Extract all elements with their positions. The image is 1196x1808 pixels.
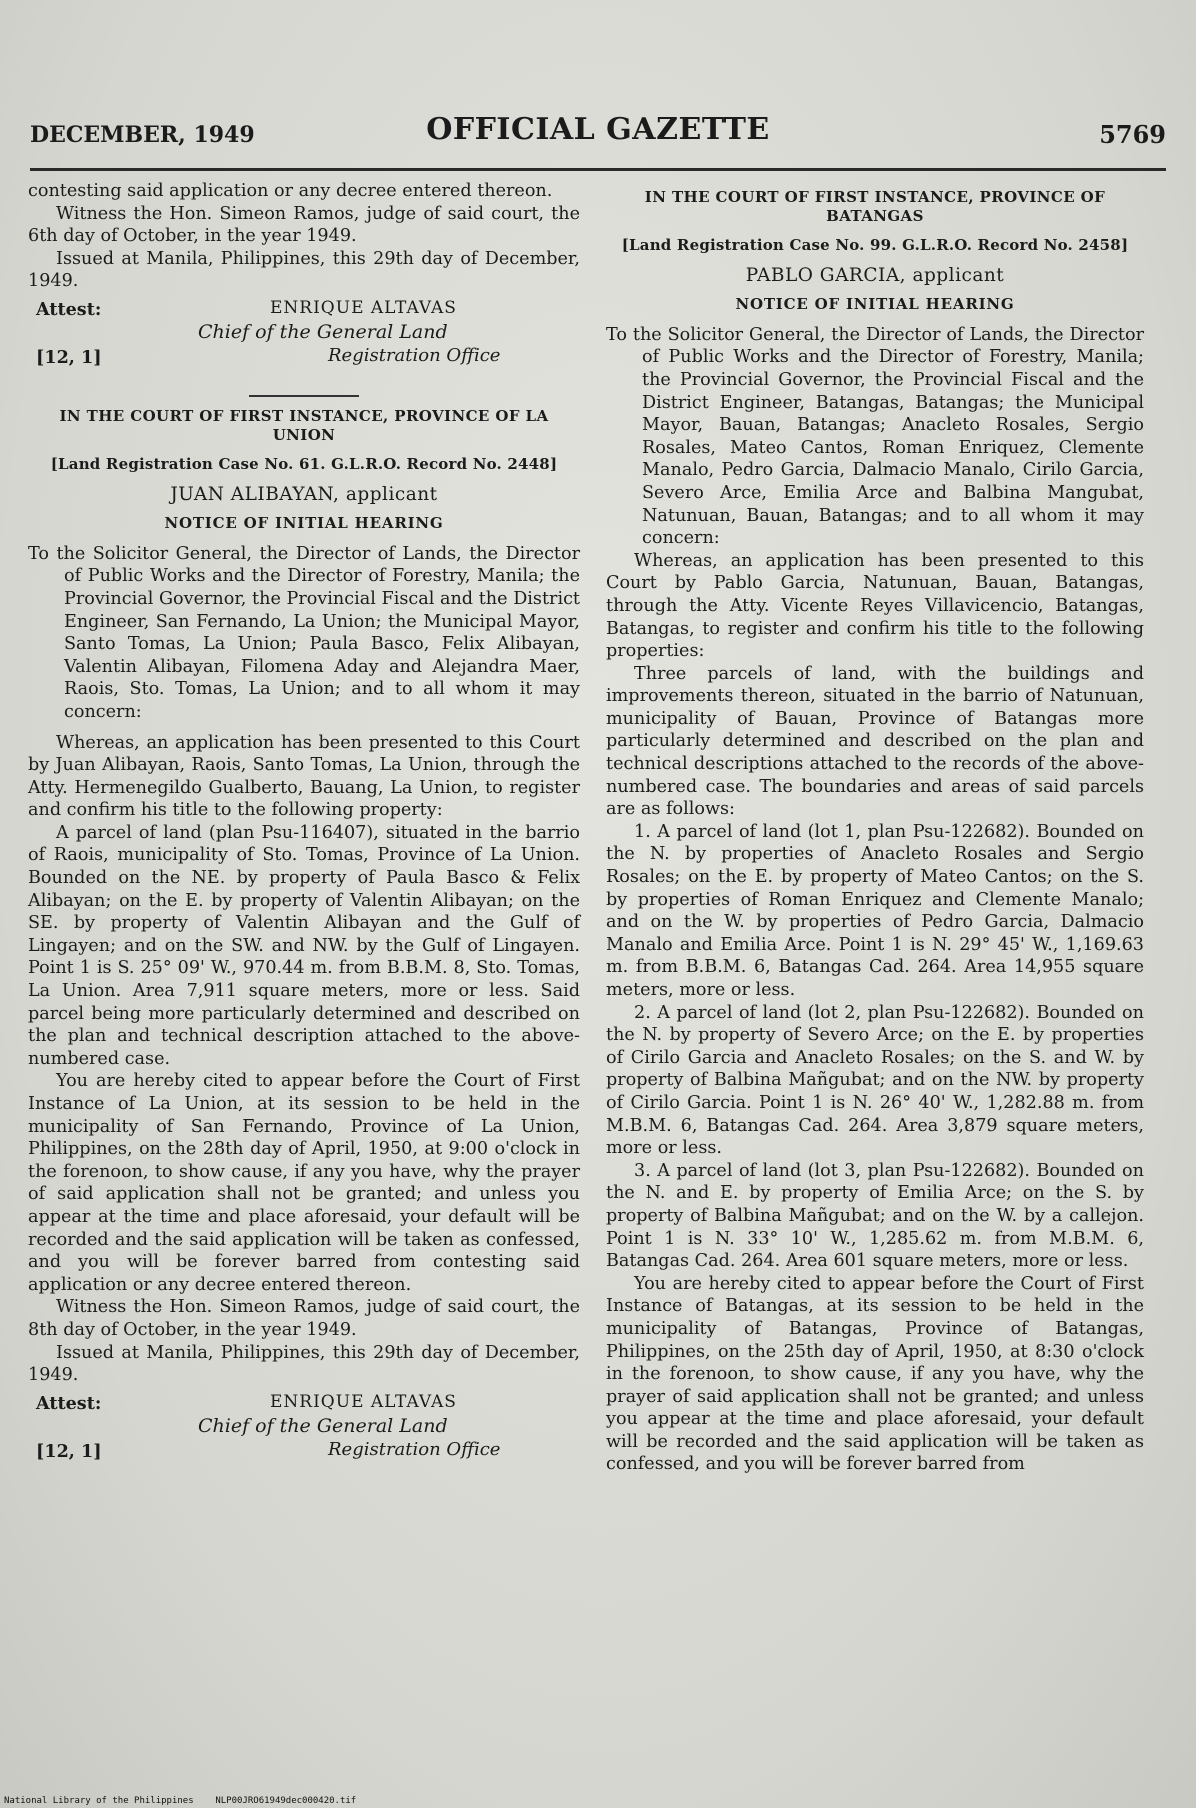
- parcel-paragraph: A parcel of land (plan Psu-116407), situated in the barrio of Raois, municipality of Sto. Tomas, Province of La Union. Bounded on the NE. by property of Paula Basco & Felix Alibayan; on the E. by property of Valentin Alibayan; on the SE. by property of Valentin Alibayan and the Gulf of Lingayen; and on the SW. and NW. by the Gulf of Lingayen. Point 1 is S. 25° 09' W., 970.44 m. from B.B.M. 8, Sto. Tomas, La Union. Area 7,911 square meters, more or less. Said parcel being more particularly determined and described on the plan and technical description attached to the above-numbered case.: [28, 822, 580, 1069]
- parcels-intro-paragraph: Three parcels of land, with the buildings and improvements thereon, situated in the barrio of Natunuan, municipality of Bauan, Province of Batangas more particularly determined and described on the plan and technical descriptions attached to the records of the above-numbered case. The boundaries and areas of said parcels are as follows:: [606, 663, 1144, 820]
- case-reference: [Land Registration Case No. 61. G.L.R.O. Record No. 2448]: [50, 454, 558, 473]
- issued-paragraph: Issued at Manila, Philippines, this 29th day of December, 1949.: [28, 1342, 580, 1386]
- addressee-paragraph: To the Solicitor General, the Director of Lands, the Director of Public Works and the Director of Forestry, Manila; the Provincial Governor, the Provincial Fiscal and the District Engineer, San Fernando, La Union; the Municipal Mayor, Santo Tomas, La Union; Paula Basco, Felix Alibayan, Valentin Alibayan, Filomena Aday and Alejandra Maer, Raois, Sto. Tomas, La Union; and to all whom it may concern:: [28, 543, 580, 722]
- footer-library: National Library of the Philippines: [4, 1796, 194, 1806]
- footer-filename: NLP00JRO61949dec000420.tif: [215, 1796, 357, 1806]
- lot-3-paragraph: 3. A parcel of land (lot 3, plan Psu-122682). Bounded on the N. and E. by property of Emilia Arce; on the S. by property of Balbina Mañgubat; and on the W. by a callejon. Point 1 is N. 33° 10' W., 1,285.62 m. from M.B.M. 6, Batangas Cad. 264. Area 601 square meters, more or less.: [606, 1160, 1144, 1272]
- attest-title-line1: Chief of the General Land: [198, 1414, 448, 1437]
- court-heading: IN THE COURT OF FIRST INSTANCE, PROVINCE OF BATANGAS: [644, 188, 1106, 225]
- notice-heading: NOTICE OF INITIAL HEARING: [164, 514, 444, 533]
- attestation-block: [28, 297, 580, 381]
- page-header: [30, 110, 1166, 160]
- witness-paragraph: Witness the Hon. Simeon Ramos, judge of said court, the 6th day of October, in the year 1949.: [28, 203, 580, 247]
- attest-date-ref: [12, 1]: [36, 346, 102, 368]
- whereas-paragraph: Whereas, an application has been presented to this Court by Juan Alibayan, Raois, Santo Tomas, La Union, through the Atty. Hermenegildo Gualberto, Bauang, La Union, to register and confirm his title to the following property:: [28, 732, 580, 821]
- attest-name: ENRIQUE ALTAVAS: [270, 297, 457, 318]
- section-divider: [249, 395, 359, 397]
- header-rule: [30, 168, 1166, 171]
- issued-paragraph: Issued at Manila, Philippines, this 29th day of December, 1949.: [28, 248, 580, 292]
- attest-label: Attest:: [36, 298, 102, 320]
- cited-paragraph: You are hereby cited to appear before the Court of First Instance of Batangas, at its session to be held in the municipality of Batangas, Province of Batangas, Philippines, on the 25th day of April, 1950, at 8:30 o'clock in the forenoon, to show cause, if any you have, why the prayer of said application shall not be granted; and unless you appear at the time and place aforesaid, your default will be recorded and the said application will be taken as confessed, and you will be forever barred from: [606, 1273, 1144, 1475]
- whereas-paragraph: Whereas, an application has been presented to this Court by Pablo Garcia, Natunuan, Bauan, Batangas, through the Atty. Vicente Reyes Villavicencio, Batangas, Batangas, to register and confirm his title to the following properties:: [606, 550, 1144, 662]
- attestation-block: [28, 1391, 580, 1475]
- continued-paragraph: contesting said application or any decree entered thereon.: [28, 181, 553, 201]
- header-page-number: 5769: [1099, 120, 1166, 149]
- notice-heading: NOTICE OF INITIAL HEARING: [735, 295, 1015, 314]
- header-date: DECEMBER, 1949: [30, 122, 255, 148]
- court-heading: IN THE COURT OF FIRST INSTANCE, PROVINCE OF LA UNION: [59, 406, 549, 444]
- scan-footer: [4, 1796, 356, 1806]
- right-column: [606, 180, 1144, 1476]
- lot-2-paragraph: 2. A parcel of land (lot 2, plan Psu-122682). Bounded on the N. by property of Severo Arce; on the E. by properties of Cirilo Garcia and Anacleto Rosales; on the S. and W. by property of Balbina Mañgubat; and on the NW. by property of Cirilo Garcia. Point 1 is N. 26° 40' W., 1,282.88 m. from M.B.M. 6, Batangas Cad. 264. Area 3,879 square meters, more or less.: [606, 1002, 1144, 1159]
- attest-title-line2: Registration Office: [328, 344, 501, 366]
- attest-label: Attest:: [36, 1392, 102, 1414]
- cited-paragraph: You are hereby cited to appear before the Court of First Instance of La Union, at its session to be held in the municipality of San Fernando, Province of La Union, Philippines, on the 28th day of April, 1950, at 9:00 o'clock in the forenoon, to show cause, if any you have, why the prayer of said application shall not be granted; and unless you appear at the time and place aforesaid, your default will be recorded and the said application will be taken as confessed, and you will be forever barred from contesting said application or any decree entered thereon.: [28, 1071, 580, 1295]
- lot-1-paragraph: 1. A parcel of land (lot 1, plan Psu-122682). Bounded on the N. by properties of Anacleto Rosales and Sergio Rosales; on the E. by property of Mateo Cantos; on the S. by properties of Roman Enriquez and Clemente Manalo; and on the W. by properties of Pedro Garcia, Dalmacio Manalo and Emilia Arce. Point 1 is N. 29° 45' W., 1,169.63 m. from B.B.M. 6, Batangas Cad. 264. Area 14,955 square meters, more or less.: [606, 821, 1144, 1000]
- attest-title-line1: Chief of the General Land: [198, 320, 448, 343]
- attest-title-line2: Registration Office: [328, 1438, 501, 1460]
- applicant-name: JUAN ALIBAYAN, applicant: [170, 483, 438, 505]
- attest-date-ref: [12, 1]: [36, 1440, 102, 1462]
- addressee-paragraph: To the Solicitor General, the Director of Lands, the Director of Public Works and the Director of Forestry, Manila; the Provincial Governor, the Provincial Fiscal and the District Engineer, Batangas, Batangas; the Municipal Mayor, Bauan, Batangas; Anacleto Rosales, Sergio Rosales, Mateo Cantos, Roman Enriquez, Clemente Manalo, Pedro Garcia, Dalmacio Manalo, Cirilo Garcia, Severo Arce, Emilia Arce and Balbina Mangubat, Natunuan, Bauan, Batangas; and to all whom it may concern:: [606, 324, 1144, 549]
- witness-paragraph: Witness the Hon. Simeon Ramos, judge of said court, the 8th day of October, in the year 1949.: [28, 1297, 580, 1340]
- left-column: [28, 180, 580, 1475]
- applicant-name: PABLO GARCIA, applicant: [745, 264, 1005, 286]
- case-reference: [Land Registration Case No. 99. G.L.R.O. Record No. 2458]: [621, 236, 1129, 254]
- header-title: OFFICIAL GAZETTE: [426, 112, 770, 147]
- attest-name: ENRIQUE ALTAVAS: [270, 1391, 457, 1412]
